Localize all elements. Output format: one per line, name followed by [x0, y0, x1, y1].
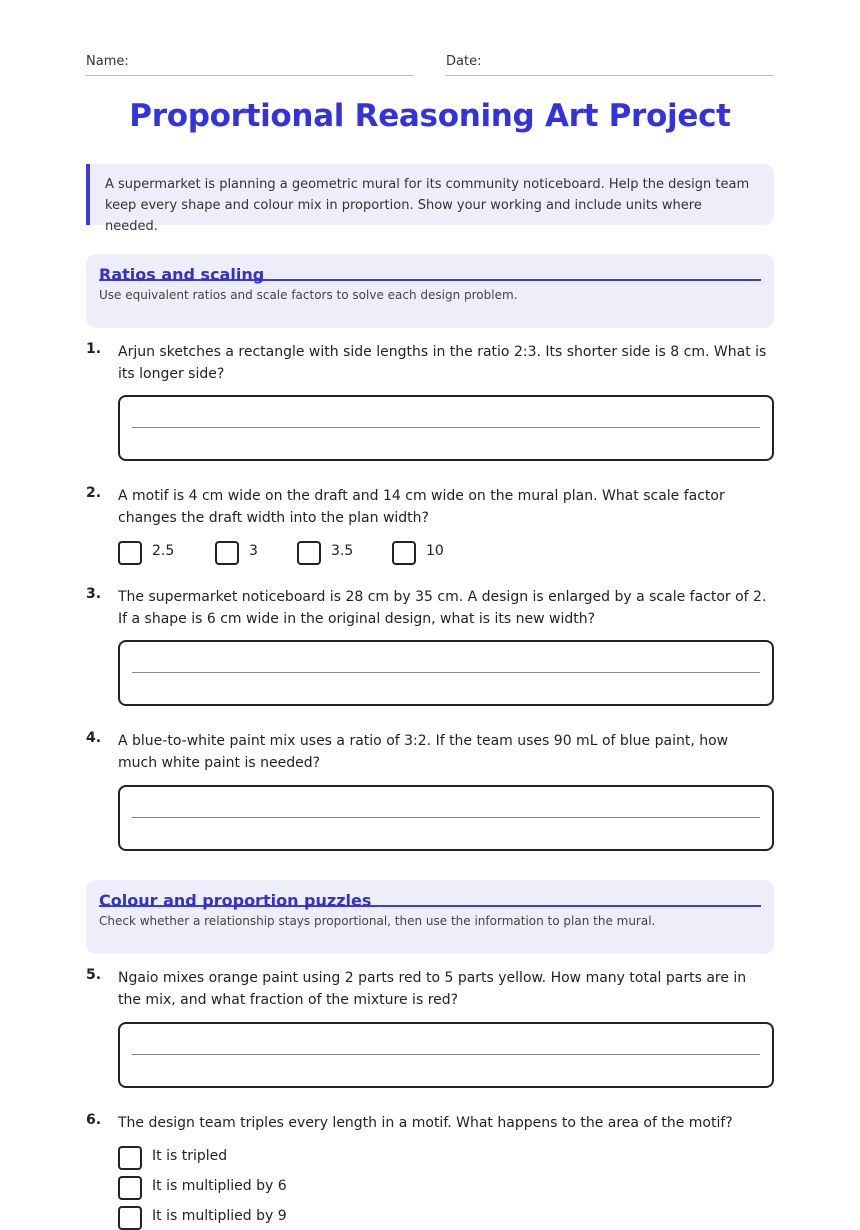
section-title: Colour and proportion puzzles: [99, 880, 761, 907]
checkbox-icon[interactable]: [118, 1146, 142, 1170]
answer-line: [132, 817, 760, 818]
question-number: 2.: [86, 485, 102, 501]
option-label: 10: [426, 543, 444, 559]
checkbox-icon[interactable]: [392, 541, 416, 565]
question-number: 6.: [86, 1112, 102, 1128]
section-subtitle: Check whether a relationship stays proportional, then use the information to plan the mural.: [99, 914, 656, 928]
header-row: [86, 54, 774, 76]
checkbox-icon[interactable]: [297, 541, 321, 565]
date-field[interactable]: [446, 54, 774, 76]
section-ratios-scaling: [86, 254, 774, 328]
question-text: A motif is 4 cm wide on the draft and 14 cm wide on the mural plan. What scale factor changes the draft width into the plan width?: [118, 488, 725, 526]
question-text: Arjun sketches a rectangle with side lengths in the ratio 2:3. Its shorter side is 8 cm. What is its longer side?: [118, 344, 767, 382]
question-number: 5.: [86, 967, 102, 983]
answer-line: [132, 1054, 760, 1055]
answer-line: [132, 427, 760, 428]
question-text: The design team triples every length in a motif. What happens to the area of the motif?: [118, 1115, 733, 1131]
question-number: 3.: [86, 586, 102, 602]
name-field[interactable]: [86, 54, 414, 76]
option-label: 3: [249, 543, 258, 559]
answer-line: [132, 672, 760, 673]
question-number: 1.: [86, 341, 102, 357]
page-title: Proportional Reasoning Art Project: [129, 98, 731, 134]
answer-box[interactable]: [118, 640, 774, 706]
question-text: Ngaio mixes orange paint using 2 parts red to 5 parts yellow. How many total parts are in the mix, and what fraction of the mixture is red?: [118, 970, 747, 1008]
question-number: 4.: [86, 730, 102, 746]
question-text: The supermarket noticeboard is 28 cm by 35 cm. A design is enlarged by a scale factor of 2. If a shape is 6 cm wide in the original design, what is its new width?: [118, 589, 767, 627]
question-text: A blue-to-white paint mix uses a ratio of 3:2. If the team uses 90 mL of blue paint, how much white paint is needed?: [118, 733, 729, 771]
section-subtitle: Use equivalent ratios and scale factors to solve each design problem.: [99, 288, 518, 302]
section-colour-proportion: [86, 880, 774, 954]
name-label: Name:: [86, 54, 129, 69]
section-title: Ratios and scaling: [99, 254, 761, 281]
checkbox-icon[interactable]: [215, 541, 239, 565]
checkbox-icon[interactable]: [118, 541, 142, 565]
option-label: 3.5: [331, 543, 354, 559]
checkbox-icon[interactable]: [118, 1206, 142, 1230]
option-label: It is multiplied by 6: [152, 1178, 287, 1194]
intro-callout: A supermarket is planning a geometric mural for its community noticeboard. Help the design team keep every shape and colour mix in proportion. Show your working and include units where needed.: [86, 164, 774, 225]
answer-box[interactable]: [118, 785, 774, 851]
answer-box[interactable]: [118, 1022, 774, 1088]
option-label: 2.5: [152, 543, 175, 559]
option-label: It is tripled: [152, 1148, 228, 1164]
date-label: Date:: [446, 54, 482, 69]
checkbox-icon[interactable]: [118, 1176, 142, 1200]
answer-box[interactable]: [118, 395, 774, 461]
option-label: It is multiplied by 9: [152, 1208, 287, 1224]
